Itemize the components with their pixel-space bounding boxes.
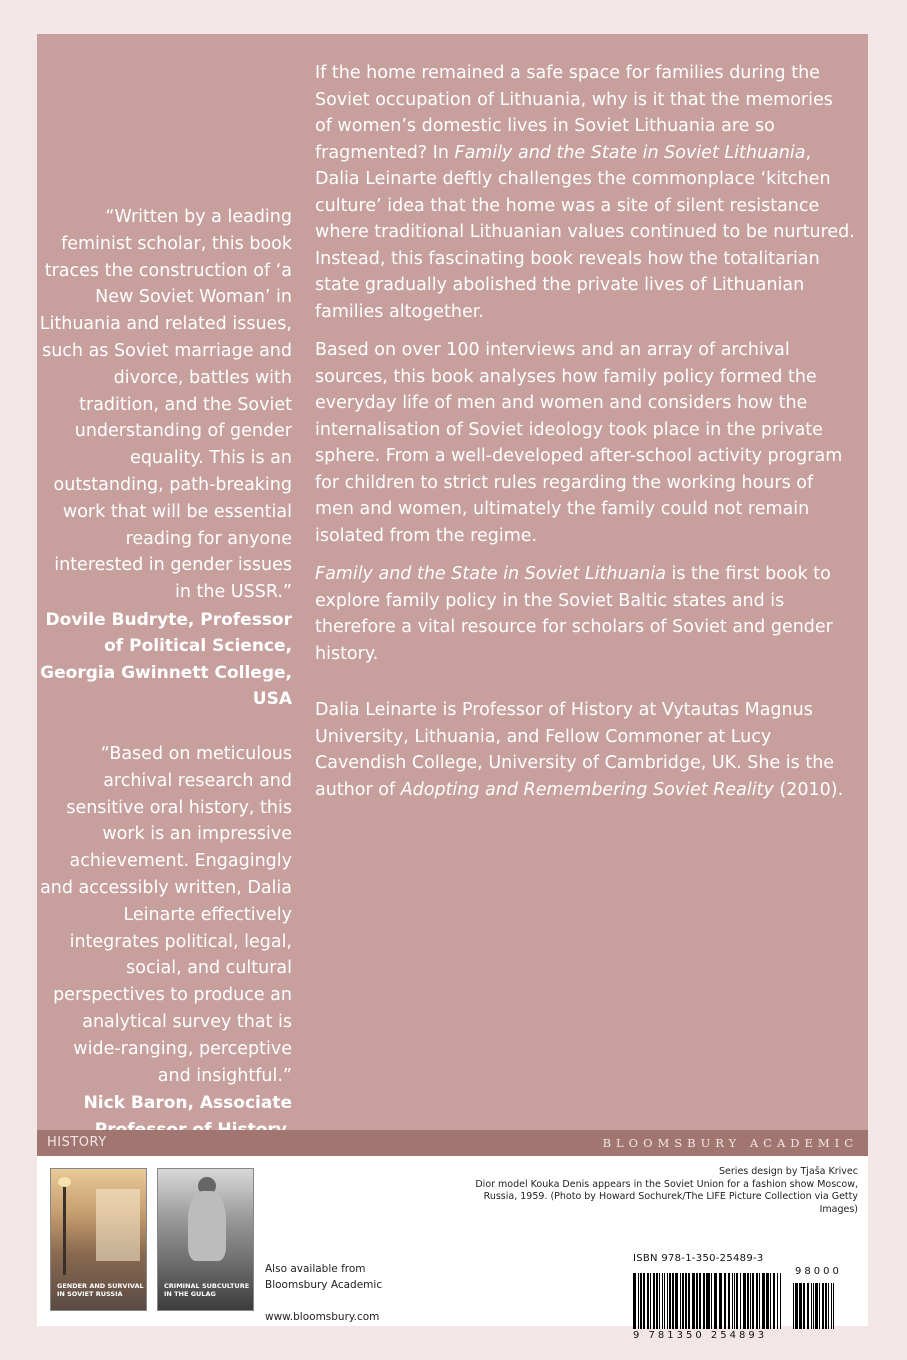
barcode-bar [688,1273,690,1329]
barcode-bar [659,1273,660,1329]
barcode-bar [815,1283,818,1329]
barcode-bar [664,1273,665,1329]
barcode-bar [714,1273,717,1329]
barcode-bar [650,1273,651,1329]
barcode-bar [807,1283,809,1329]
barcode-bar [672,1273,674,1329]
barcode-bar [685,1273,688,1329]
barcode-bar [813,1283,814,1329]
category-band [37,1130,868,1156]
barcode-bar [799,1283,802,1329]
barcode-bar [743,1273,746,1329]
also-available-line: Bloomsbury Academic [265,1279,383,1291]
photo-credit: Dior model Kouka Denis appears in the Soviet Union for a fashion show Moscow, Russia, 1959. (Photo by Howard Sochurek/The LIFE Picture Collection via Getty Images) [475,1178,858,1215]
building-icon [96,1189,140,1261]
barcode-bar [750,1273,751,1329]
publisher-url[interactable]: www.bloomsbury.com [265,1311,380,1323]
barcode-bar [752,1273,754,1329]
barcode-bar [825,1283,827,1329]
barcode-bar [762,1273,765,1329]
barcode-bar [669,1273,671,1329]
bottom-panel [37,1156,868,1341]
barcode-bar [736,1273,738,1329]
barcode-bar [819,1283,820,1329]
barcode-bar [777,1273,778,1329]
related-book-title: GENDER AND SURVIVAL IN SOVIET RUSSIA [57,1282,144,1298]
barcode-bar [707,1273,710,1329]
publisher-name: BLOOMSBURY ACADEMIC [602,1136,858,1150]
barcode-bar [653,1273,655,1329]
also-available [265,1261,382,1325]
tattooed-figure-icon [188,1191,226,1261]
barcode-bar [811,1283,812,1329]
subject-category: HISTORY [47,1135,107,1150]
barcode-bar [822,1283,824,1329]
barcode-bar [795,1283,798,1329]
barcode-bar [728,1273,730,1329]
barcode-bar [643,1273,645,1329]
ean-bars [633,1273,783,1329]
barcode-bar [770,1273,772,1329]
series-design-credit: Series design by Tjaša Krivec [719,1166,858,1177]
barcode-bar [833,1283,834,1329]
barcode-bar [638,1273,639,1329]
barcode-bar [803,1283,805,1329]
barcode-bar [699,1273,701,1329]
book-description [315,60,855,815]
barcode-bar [682,1273,684,1329]
barcode-bar [793,1283,794,1329]
back-cover-panel [37,34,868,1130]
barcode-bar [662,1273,663,1329]
author-bio: Dalia Leinarte is Professor of History at Vytautas Magnus University, Lithuania, and Fellow Commoner at Lucy Cavendish College, University of Cambridge, UK. She is the author of Adopting and Remembering Soviet Reality (2010). [315,700,844,800]
barcode-bar [759,1273,760,1329]
endorsement-quote [37,741,292,1196]
cover-credits [458,1166,858,1216]
barcode-bar [734,1273,735,1329]
barcode-bar [719,1273,722,1329]
description-paragraph: Based on over 100 interviews and an array of archival sources, this book analyses how family policy formed the everyday life of men and women and considers how the internalisation of Soviet ideology took place in the private sphere. From a well-developed after-school activity program for children to strict rules regarding the working hours of men and women, ultimately the family could not remain isolated from the regime. [315,340,843,546]
barcode-bar [780,1273,781,1329]
also-available-line: Also available from [265,1263,366,1275]
barcode-bar [724,1273,727,1329]
isbn-label: ISBN 978-1-350-25489-3 [633,1253,764,1264]
barcode-bar [667,1273,668,1329]
book-title-italic: Family and the State in Soviet Lithuania [454,142,806,163]
barcode-bar [732,1273,733,1329]
related-book-title: CRIMINAL SUBCULTURE IN THE GULAG [164,1282,250,1298]
barcode-bar [675,1273,678,1329]
barcode-bar [740,1273,741,1329]
book-title-italic: Family and the State in Soviet Lithuania [315,564,666,584]
barcode-bar [706,1273,707,1329]
barcode-bar [680,1273,681,1329]
barcode-bar [703,1273,705,1329]
barcode-bar [647,1273,649,1329]
addon-bars [793,1283,841,1329]
barcode-number: 9 781350 254893 [633,1330,768,1341]
endorsements-column [37,204,292,1196]
description-paragraph: Family and the State in Soviet Lithuania is the first book to explore family policy in the Soviet Baltic states and is therefore a vital resource for scholars of Soviet and gender history. [315,564,833,664]
quote-attribution: Dovile Budryte, Professor of Political Science, Georgia Gwinnett College, USA [40,609,292,710]
barcode-bar [828,1283,829,1329]
barcode-bar [831,1283,832,1329]
quote-text: “Written by a leading feminist scholar, this book traces the construction of ‘a New Soviet Woman’ in Lithuania and related issues, such as Soviet marriage and divorce, battles with tradition, and the Soviet understanding of gender equality. This is an outstanding, path-breaking work that will be essential reading for anyone interested in gender issues in the USSR.” [39,207,292,603]
barcode-bar [766,1273,769,1329]
barcode-bar [633,1273,636,1329]
related-book-cover [157,1168,254,1311]
barcode-bar [773,1273,775,1329]
barcode-bar [640,1273,643,1329]
barcode-bar [656,1273,658,1329]
barcode-bar [747,1273,749,1329]
related-book-cover [50,1168,147,1311]
previous-book-title: Adopting and Remembering Soviet Reality [400,779,774,800]
barcode-bar [692,1273,695,1329]
description-paragraph: If the home remained a safe space for families during the Soviet occupation of Lithuania, why is it that the memories of women’s domestic lives in Soviet Lithuania are so fragmented? In Family and the State in Soviet Lithuania, Dalia Leinarte deftly challenges the commonplace ‘kitchen culture’ idea that the home was a site of silent resistance where traditional Lithuanian values continued to be nurtured. Instead, this fascinating book reveals how the totalitarian state gradually abolished the private lives of Lithuanian families altogether. [315,63,855,322]
quote-attribution: Nick Baron, Associate [83,1093,292,1114]
barcode [633,1253,855,1341]
barcode-bar [756,1273,758,1329]
barcode-bar [696,1273,698,1329]
street-lamp-icon [63,1185,66,1275]
quote-text: “Based on meticulous archival research and sensitive oral history, this work is an impressive achievement. Engagingly and accessibly written, Dalia Leinarte effectively integrates political, legal, social, and cultural perspectives to produce an analytical survey that is wide-ranging, perceptive and insightful.” [40,743,292,1086]
barcode-bar [711,1273,712,1329]
endorsement-quote [37,204,292,713]
barcode-addon-number: 98000 [795,1266,842,1277]
